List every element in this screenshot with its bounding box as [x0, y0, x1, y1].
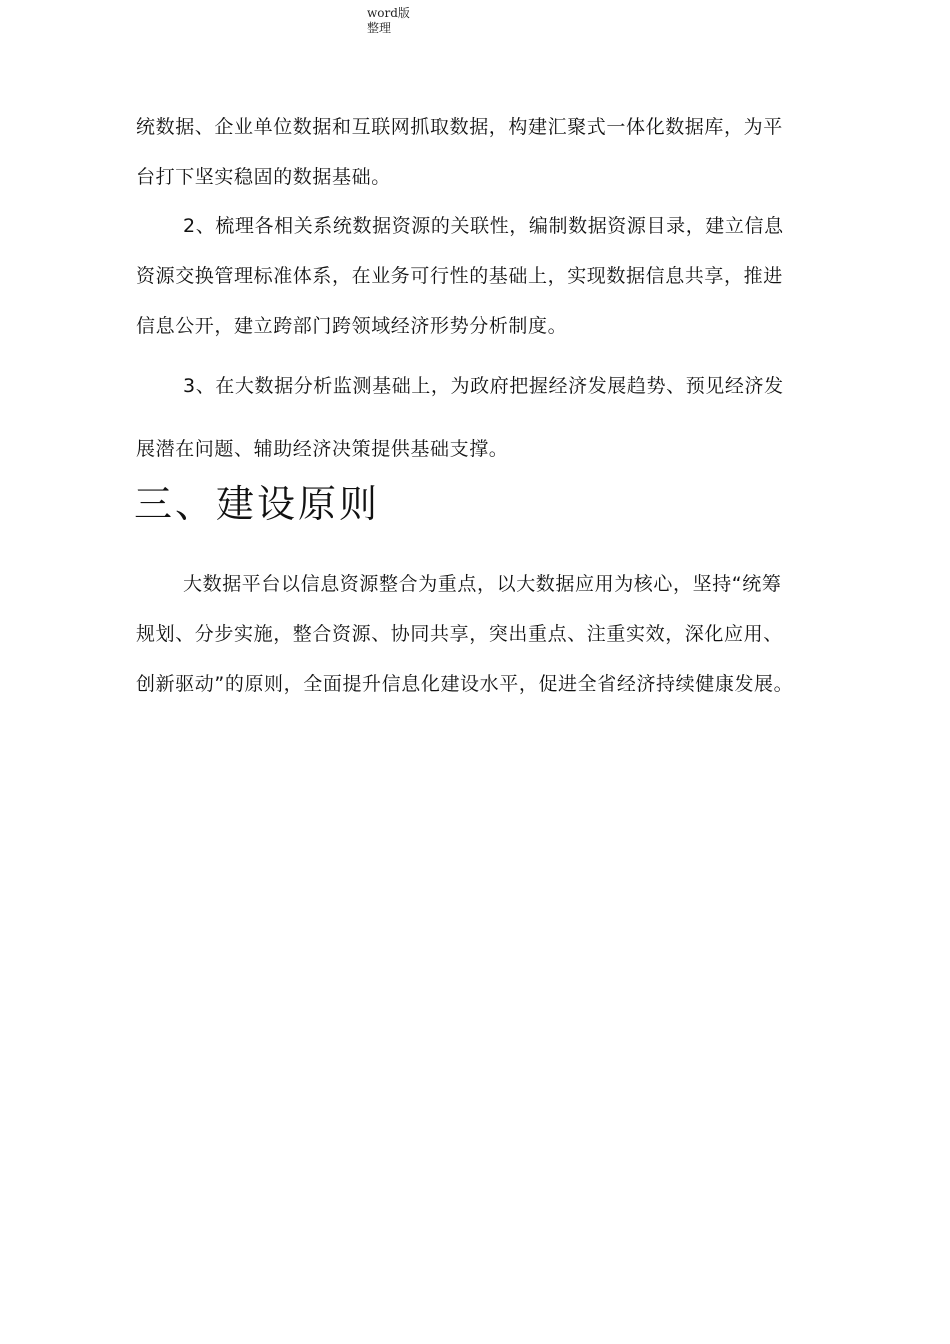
paragraph-2-line-2: 资源交换管理标准体系，在业务可行性的基础上，实现数据信息共享，推进	[136, 265, 783, 287]
header-line-2: 整理	[367, 21, 392, 35]
paragraph-3-line-2: 展潜在问题、辅助经济决策提供基础支撑。	[136, 438, 509, 460]
paragraph-1-line-1: 统数据、企业单位数据和互联网抓取数据，构建汇聚式一体化数据库，为平	[136, 116, 783, 138]
paragraph-4-line-3: 创新驱动”的原则，全面提升信息化建设水平，促进全省经济持续健康发展。	[136, 673, 794, 695]
paragraph-3-line-1: 3、在大数据分析监测基础上，为政府把握经济发展趋势、预见经济发	[183, 375, 784, 397]
paragraph-2-line-1: 2、梳理各相关系统数据资源的关联性，编制数据资源目录，建立信息	[183, 215, 784, 237]
section-heading: 三、建设原则	[134, 482, 381, 526]
document-header-mark	[367, 6, 410, 36]
header-line-1: word版	[367, 6, 410, 20]
paragraph-4-line-1: 大数据平台以信息资源整合为重点，以大数据应用为核心，坚持“统筹	[183, 573, 782, 595]
paragraph-4-line-2: 规划、分步实施，整合资源、协同共享，突出重点、注重实效，深化应用、	[136, 623, 783, 645]
paragraph-2-line-3: 信息公开，建立跨部门跨领域经济形势分析制度。	[136, 315, 568, 337]
paragraph-1-line-2: 台打下坚实稳固的数据基础。	[136, 166, 391, 188]
